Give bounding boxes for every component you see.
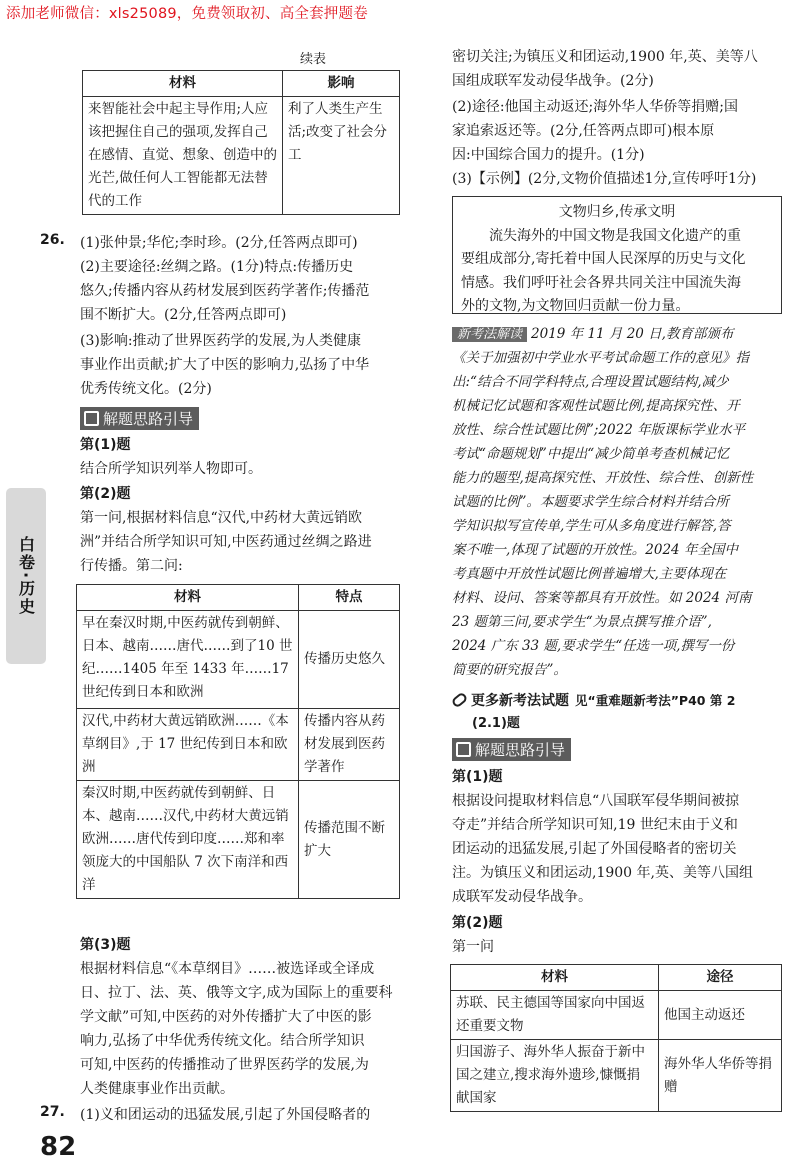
table-cell: 汉代,中药材大黄远销欧洲……《本草纲目》,于 17 世纪传到日本和欧洲 xyxy=(77,709,299,781)
table-cell: 秦汉时期,中医药就传到朝鲜、日本、越南……汉代,中药材大黄远销欧洲……唐代传到印度……郑和率领庞大的中国船队 7 次下南洋和西洋 xyxy=(77,781,299,899)
essay-line: 流失海外的中国文物是我国文化遗产的重 xyxy=(489,227,741,244)
guide-text: 第一问 xyxy=(452,939,494,955)
guide-badge xyxy=(452,738,571,761)
section-title: 第(2)题 xyxy=(452,915,503,931)
watermark: 添加老师微信：xls25089，免费领取初、高全套押题卷 xyxy=(6,6,368,22)
table-header: 材料 xyxy=(83,71,283,97)
table-cell: 归国游子、海外华人振奋于新中国之建立,搜求海外遗珍,慷慨捐献国家 xyxy=(451,1040,659,1112)
new-exam-line: 能力的题型,提高探究性、开放性、综合性、创新性 xyxy=(452,470,754,486)
more-tests-ref: 见“重难题新考法”P40 第 2 xyxy=(575,693,736,708)
table-cell: 来智能社会中起主导作用;人应该把握住自己的强项,发挥自己在感情、直觉、想象、创造中的光芒,做任何人工智能都无法替代的工作 xyxy=(83,97,283,215)
table-header: 材料 xyxy=(451,965,659,991)
question-number: 27. xyxy=(40,1104,65,1120)
guide-text: 人类健康事业作出贡献。 xyxy=(80,1081,234,1097)
guide-text: 行传播。第二问: xyxy=(80,558,183,574)
answer-line: (1)张仲景;华佗;李时珍。(2分,任答两点即可) xyxy=(80,235,358,251)
more-tests xyxy=(452,690,735,710)
guide-text: 团运动的迅猛发展,引起了外国侵略者的密切关 xyxy=(452,841,737,857)
answer-line: 优秀传统文化。(2分) xyxy=(80,381,212,397)
edit-icon xyxy=(456,742,471,757)
table-cell: 传播范围不断扩大 xyxy=(299,781,400,899)
answer-line: 国组成联军发动侵华战争。(2分) xyxy=(452,73,654,89)
guide-text: 日、拉丁、法、英、俄等文字,成为国际上的重要科 xyxy=(80,985,393,1001)
question-number: 26. xyxy=(40,232,65,248)
answer-line: (1)义和团运动的迅猛发展,引起了外国侵略者的 xyxy=(80,1107,371,1123)
section-title: 第(2)题 xyxy=(80,486,131,502)
table-row xyxy=(451,1040,782,1112)
guide-text: 洲”并结合所学知识可知,中医药通过丝绸之路进 xyxy=(80,534,372,550)
answer-line: (3)影响:推动了世界医药学的发展,为人类健康 xyxy=(80,333,361,349)
answer-line: (2)途径:他国主动返还;海外华人华侨等捐赠;国 xyxy=(452,99,738,115)
table-cell: 利了人类生产生活;改变了社会分工 xyxy=(283,97,400,215)
guide-text: 结合所学知识列举人物即可。 xyxy=(80,461,262,477)
guide-text: 注。为镇压义和团运动,1900 年,英、美等八国组 xyxy=(452,865,753,881)
essay-line: 要组成部分,寄托着中国人民深厚的历史与文化 xyxy=(461,251,746,267)
table-top xyxy=(82,70,400,215)
new-exam-text: 2019 年 11 月 20 日,教育部颁布 xyxy=(531,326,734,342)
table-cell: 海外华人华侨等捐赠 xyxy=(659,1040,782,1112)
new-exam-line: 考试“命题规划”中提出“减少简单考查机械记忆 xyxy=(452,446,730,462)
essay-line: 外的文物,为文物回归贡献一份力量。 xyxy=(461,298,690,314)
edit-icon xyxy=(84,411,99,426)
section-title: 第(3)题 xyxy=(80,937,131,953)
essay-line: 情感。我们呼吁社会各界共同关注中国流失海 xyxy=(461,274,741,291)
guide-badge xyxy=(80,407,199,430)
guide-text: 响力,弘扬了中华优秀传统文化。结合所学知识 xyxy=(80,1033,365,1049)
new-exam-line: 材料、设问、答案等都具有开放性。如 2024 河南 xyxy=(452,590,752,606)
guide-text: 根据材料信息“《本草纲目》……被选译或全译成 xyxy=(80,961,375,977)
guide-text: 夺走”并结合所学知识可知,19 世纪末由于义和 xyxy=(452,817,738,833)
table-cell: 他国主动返还 xyxy=(659,991,782,1040)
new-exam-line: 学知识拟写宣传单,学生可从多角度进行解答,答 xyxy=(452,518,731,534)
guide-label: 解题思路引导 xyxy=(475,741,566,759)
table-header: 特点 xyxy=(299,585,400,611)
new-exam-line: 简要的研究报告”。 xyxy=(452,662,567,678)
table-bottom xyxy=(450,964,782,1112)
answer-line: 家追索返还等。(2分,任答两点即可)根本原 xyxy=(452,123,715,139)
table-mid xyxy=(76,584,400,899)
table-header: 材料 xyxy=(77,585,299,611)
new-exam-line: 放性、综合性试题比例”;2022 年版课标学业水平 xyxy=(452,422,746,438)
page-number: 82 xyxy=(40,1132,77,1162)
side-tab-label: 白卷·历史 xyxy=(16,535,36,617)
guide-label: 解题思路引导 xyxy=(103,410,194,428)
link-icon xyxy=(451,691,469,708)
more-tests-label: 更多新考法试题 xyxy=(471,693,569,709)
new-exam-line: 案不唯一,体现了试题的开放性。2024 年全国中 xyxy=(452,542,738,558)
table-cell: 苏联、民主德国等国家向中国返还重要文物 xyxy=(451,991,659,1040)
answer-line: 事业作出贡献;扩大了中医的影响力,弘扬了中华 xyxy=(80,357,370,373)
new-exam-line: 机械记忆试题和客观性试题比例,提高探究性、开 xyxy=(452,398,740,414)
new-exam-first-line xyxy=(452,322,733,342)
guide-text: 第一问,根据材料信息“汉代,中药材大黄远销欧 xyxy=(80,510,363,526)
new-exam-line: 出:“结合不同学科特点,合理设置试题结构,减少 xyxy=(452,374,729,390)
table-row xyxy=(83,97,400,215)
guide-text: 可知,中医药的传播推动了世界医药学的发展,为 xyxy=(80,1057,369,1073)
answer-line: (2)主要途径:丝绸之路。(1分)特点:传播历史 xyxy=(80,259,354,275)
table-cell: 传播内容从药材发展到医药学著作 xyxy=(299,709,400,781)
table-header: 途径 xyxy=(659,965,782,991)
continued-label: 续表 xyxy=(300,52,327,67)
table-cell: 早在秦汉时期,中医药就传到朝鲜、日本、越南……唐代……到了10 世纪……1405 年至 1433 年……17 世纪传到日本和欧洲 xyxy=(77,611,299,709)
new-exam-line: 《关于加强初中学业水平考试命题工作的意见》指 xyxy=(452,350,749,366)
table-cell: 传播历史悠久 xyxy=(299,611,400,709)
new-exam-badge: 新考法解读 xyxy=(452,327,527,342)
section-title: 第(1)题 xyxy=(80,437,131,453)
table-row xyxy=(77,781,400,899)
essay-title: 文物归乡,传承文明 xyxy=(558,204,676,220)
essay-box xyxy=(452,196,782,314)
side-tab xyxy=(6,488,46,664)
table-row xyxy=(77,611,400,709)
answer-line: 因:中国综合国力的提升。(1分) xyxy=(452,147,645,163)
new-exam-line: 考真题中开放性试题比例普遍增大,主要体现在 xyxy=(452,566,727,582)
table-row xyxy=(77,709,400,781)
guide-text: 学文献”可知,中医药的对外传播扩大了中医的影 xyxy=(80,1009,372,1025)
answer-line: 悠久;传播内容从药材发展到医药学著作;传播范 xyxy=(80,283,370,299)
answer-line: (3)【示例】(2分,文物价值描述1分,宣传呼吁1分) xyxy=(452,171,757,187)
new-exam-line: 2024 广东 33 题,要求学生“任选一项,撰写一份 xyxy=(452,638,735,654)
table-row xyxy=(451,991,782,1040)
guide-text: 成联军发动侵华战争。 xyxy=(452,889,592,905)
answer-line: 密切关注;为镇压义和团运动,1900 年,英、美等八 xyxy=(452,49,758,65)
new-exam-line: 试题的比例”。本题要求学生综合材料并结合所 xyxy=(452,494,729,510)
guide-text: 根据设问提取材料信息“八国联军侵华期间被掠 xyxy=(452,793,740,809)
table-header: 影响 xyxy=(283,71,400,97)
answer-line: 围不断扩大。(2分,任答两点即可) xyxy=(80,307,287,323)
section-title: 第(1)题 xyxy=(452,769,503,785)
new-exam-line: 23 题第三问,要求学生“为景点撰写推介语”, xyxy=(452,614,712,630)
more-tests-ref2: (2.1)题 xyxy=(472,716,520,731)
